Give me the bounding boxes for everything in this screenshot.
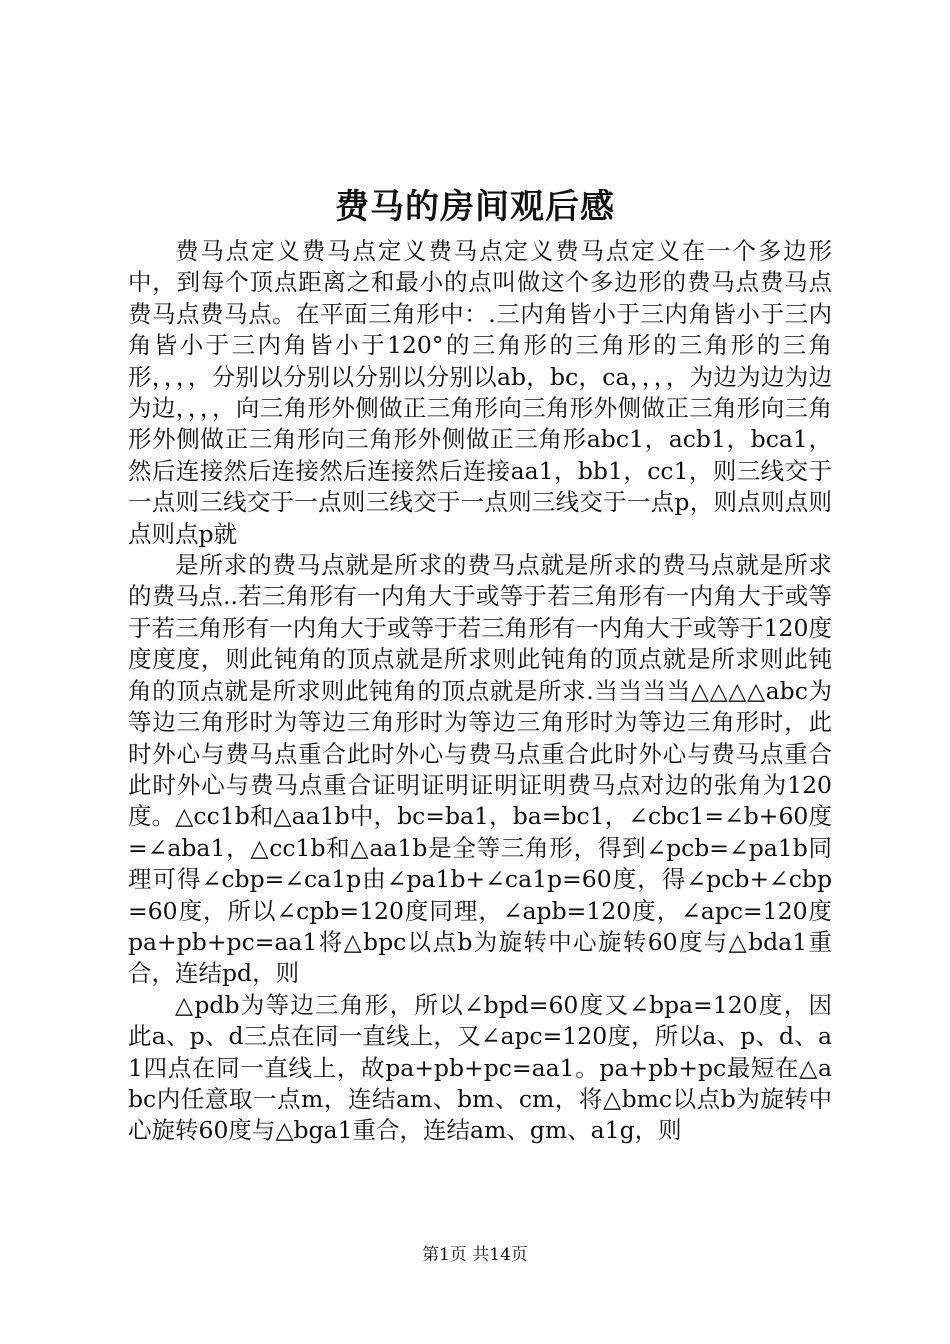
paragraph-3: △pdb为等边三角形，所以∠bpd=60度又∠bpa=120度，因此a、p、d三点在同一直线上，又∠apc=120度，所以a、p、d、a1四点在同一直线上，故pa+pb+pc=aa1。pa+pb+pc最短在△abc内任意取一点m，连结am、bm、cm，将△bmc以点b为旋转中心旋转60度与△bga1重合，连结am、gm、a1g，则 — [128, 990, 832, 1145]
paragraph-2: 是所求的费马点就是所求的费马点就是所求的费马点就是所求的费马点..若三角形有一内角大于或等于若三角形有一内角大于或等于若三角形有一内角大于或等于若三角形有一内角大于或等于120度度度度，则此钝角的顶点就是所求则此钝角的顶点就是所求则此钝角的顶点就是所求则此钝角的顶点就是所求.当当当当△△△△abc为等边三角形时为等边三角形时为等边三角形时为等边三角形时，此时外心与费马点重合此时外心与费马点重合此时外心与费马点重合此时外心与费马点重合证明证明证明证明费马点对边的张角为120度。△cc1b和△aa1b中，bc=ba1，ba=bc1，∠cbc1=∠b+60度=∠aba1，△cc1b和△aa1b是全等三角形，得到∠pcb=∠pa1b同理可得∠cbp=∠ca1p由∠pa1b+∠ca1p=60度，得∠pcb+∠cbp=60度，所以∠cpb=120度同理，∠apb=120度，∠apc=120度pa+pb+pc=aa1将△bpc以点b为旋转中心旋转60度与△bda1重合，连结pd，则 — [128, 551, 832, 988]
document-title: 费马的房间观后感 — [335, 187, 615, 227]
page-number-footer: 第1页 共14页 — [422, 1245, 528, 1265]
document-body — [128, 236, 832, 1147]
paragraph-1: 费马点定义费马点定义费马点定义费马点定义在一个多边形中，到每个顶点距离之和最小的点叫做这个多边形的费马点费马点费马点费马点。在平面三角形中：.三内角皆小于三内角皆小于三内角皆小于三内角皆小于120°的三角形的三角形的三角形的三角形，，，，分别以分别以分别以分别以ab，bc，ca，，，，为边为边为边为边，，，，向三角形外侧做正三角形向三角形外侧做正三角形向三角形外侧做正三角形向三角形外侧做正三角形abc1，acb1，bca1，然后连接然后连接然后连接然后连接aa1，bb1，cc1，则三线交于一点则三线交于一点则三线交于一点则三线交于一点p，则点则点则点则点p就 — [128, 237, 832, 548]
